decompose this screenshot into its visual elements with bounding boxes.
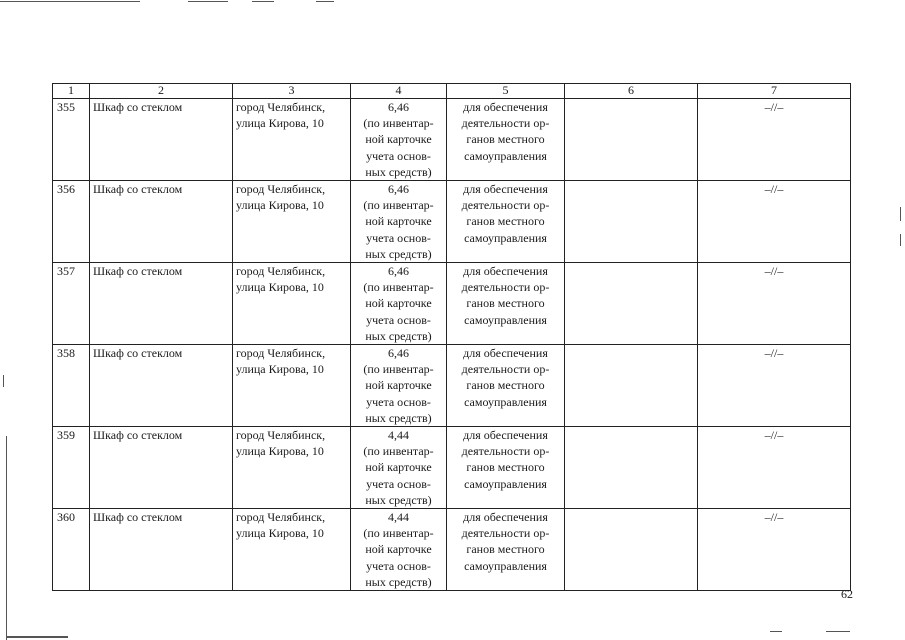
scan-artifact-top-mid3 xyxy=(316,1,334,2)
empty-cell-6 xyxy=(565,427,698,509)
purpose-cell-line: самоуправления xyxy=(464,230,547,245)
address-cell-line: улица Кирова, 10 xyxy=(236,526,324,541)
value-cell-line: ных средств) xyxy=(365,328,432,343)
purpose-cell-line: ганов местного xyxy=(466,542,545,557)
value-cell-line: учета основ- xyxy=(366,476,431,491)
address-cell xyxy=(233,427,351,509)
table-row xyxy=(53,181,851,263)
address-cell-line: город Челябинск, xyxy=(236,346,326,361)
value-cell-line: 6,46 xyxy=(388,182,409,197)
page-number: 62 xyxy=(841,587,853,601)
scan-artifact-left-edge-small xyxy=(3,375,4,387)
ditto-cell: –//– xyxy=(698,181,851,263)
purpose-cell-line: самоуправления xyxy=(464,312,547,327)
value-cell-line: учета основ- xyxy=(366,312,431,327)
table-row xyxy=(53,427,851,509)
header-col-1: 1 xyxy=(53,84,90,99)
purpose-cell-line: для обеспечения xyxy=(463,510,548,525)
address-cell-line: город Челябинск, xyxy=(236,510,326,525)
address-cell xyxy=(233,345,351,427)
purpose-cell-line: ганов местного xyxy=(466,460,545,475)
value-cell-line: ных средств) xyxy=(365,574,432,589)
purpose-cell xyxy=(447,181,565,263)
value-cell-line: 6,46 xyxy=(388,264,409,279)
row-number-cell: 357 xyxy=(53,263,90,345)
value-cell-line: 6,46 xyxy=(388,346,409,361)
value-cell-line: (по инвентар- xyxy=(363,362,434,377)
value-cell-line: (по инвентар- xyxy=(363,526,434,541)
scan-artifact-top-left xyxy=(0,1,140,2)
purpose-cell-line: для обеспечения xyxy=(463,264,548,279)
inventory-table xyxy=(52,83,851,591)
table-row xyxy=(53,345,851,427)
purpose-cell-line: самоуправления xyxy=(464,558,547,573)
purpose-cell xyxy=(447,509,565,591)
header-col-3: 3 xyxy=(233,84,351,99)
row-number-cell: 359 xyxy=(53,427,90,509)
purpose-cell xyxy=(447,345,565,427)
value-cell-line: ной карточке xyxy=(365,214,432,229)
header-col-5: 5 xyxy=(447,84,565,99)
value-cell-line: ной карточке xyxy=(365,460,432,475)
purpose-cell-line: для обеспечения xyxy=(463,182,548,197)
purpose-cell-line: самоуправления xyxy=(464,148,547,163)
address-cell-line: улица Кирова, 10 xyxy=(236,198,324,213)
purpose-cell-line: ганов местного xyxy=(466,132,545,147)
address-cell xyxy=(233,509,351,591)
header-col-4: 4 xyxy=(351,84,447,99)
purpose-cell xyxy=(447,99,565,181)
value-cell-line: (по инвентар- xyxy=(363,280,434,295)
value-cell-line: ной карточке xyxy=(365,378,432,393)
header-col-6: 6 xyxy=(565,84,698,99)
address-cell-line: улица Кирова, 10 xyxy=(236,116,324,131)
empty-cell-6 xyxy=(565,509,698,591)
purpose-cell-line: ганов местного xyxy=(466,296,545,311)
row-number-cell: 360 xyxy=(53,509,90,591)
table-row xyxy=(53,99,851,181)
ditto-cell: –//– xyxy=(698,427,851,509)
value-cell-line: ных средств) xyxy=(365,164,432,179)
value-cell xyxy=(351,509,447,591)
purpose-cell-line: деятельности ор- xyxy=(461,362,550,377)
header-col-2: 2 xyxy=(90,84,233,99)
value-cell-line: учета основ- xyxy=(366,394,431,409)
value-cell-line: (по инвентар- xyxy=(363,444,434,459)
table-header-row xyxy=(53,84,851,99)
address-cell-line: город Челябинск, xyxy=(236,428,326,443)
scan-artifact-left-edge xyxy=(6,436,7,640)
purpose-cell-line: для обеспечения xyxy=(463,100,548,114)
value-cell-line: 6,46 xyxy=(388,100,409,114)
purpose-cell-line: деятельности ор- xyxy=(461,116,550,131)
row-number-cell: 358 xyxy=(53,345,90,427)
scan-artifact-top-mid2 xyxy=(252,1,274,2)
purpose-cell-line: самоуправления xyxy=(464,394,547,409)
value-cell xyxy=(351,345,447,427)
purpose-cell-line: самоуправления xyxy=(464,476,547,491)
purpose-cell xyxy=(447,427,565,509)
value-cell xyxy=(351,263,447,345)
address-cell-line: город Челябинск, xyxy=(236,264,326,279)
purpose-cell-line: для обеспечения xyxy=(463,346,548,361)
empty-cell-6 xyxy=(565,99,698,181)
value-cell xyxy=(351,427,447,509)
purpose-cell-line: деятельности ор- xyxy=(461,526,550,541)
ditto-cell: –//– xyxy=(698,99,851,181)
address-cell xyxy=(233,263,351,345)
value-cell-line: ной карточке xyxy=(365,132,432,147)
address-cell-line: улица Кирова, 10 xyxy=(236,362,324,377)
scan-artifact-top-mid xyxy=(188,1,228,2)
empty-cell-6 xyxy=(565,181,698,263)
value-cell-line: (по инвентар- xyxy=(363,198,434,213)
scan-artifact-bottom-right xyxy=(770,631,782,632)
table-row xyxy=(53,263,851,345)
value-cell-line: учета основ- xyxy=(366,148,431,163)
scan-artifact-bottom-left xyxy=(6,636,68,638)
value-cell-line: ной карточке xyxy=(365,296,432,311)
value-cell xyxy=(351,99,447,181)
address-cell-line: город Челябинск, xyxy=(236,182,326,197)
item-name-cell: Шкаф со стеклом xyxy=(90,427,233,509)
address-cell xyxy=(233,99,351,181)
value-cell-line: (по инвентар- xyxy=(363,116,434,131)
empty-cell-6 xyxy=(565,345,698,427)
item-name-cell: Шкаф со стеклом xyxy=(90,99,233,181)
item-name-cell: Шкаф со стеклом xyxy=(90,181,233,263)
value-cell-line: ных средств) xyxy=(365,246,432,261)
address-cell-line: улица Кирова, 10 xyxy=(236,444,324,459)
scan-artifact-right-edge2 xyxy=(900,234,901,246)
purpose-cell-line: ганов местного xyxy=(466,378,545,393)
row-number-cell: 356 xyxy=(53,181,90,263)
ditto-cell: –//– xyxy=(698,345,851,427)
row-number-cell: 355 xyxy=(53,99,90,181)
value-cell-line: 4,44 xyxy=(388,428,409,443)
ditto-cell: –//– xyxy=(698,263,851,345)
purpose-cell-line: ганов местного xyxy=(466,214,545,229)
scan-artifact-bottom-right2 xyxy=(826,631,850,632)
value-cell-line: учета основ- xyxy=(366,558,431,573)
value-cell xyxy=(351,181,447,263)
empty-cell-6 xyxy=(565,263,698,345)
purpose-cell-line: для обеспечения xyxy=(463,428,548,443)
value-cell-line: ных средств) xyxy=(365,492,432,507)
value-cell-line: учета основ- xyxy=(366,230,431,245)
purpose-cell-line: деятельности ор- xyxy=(461,280,550,295)
value-cell-line: 4,44 xyxy=(388,510,409,525)
purpose-cell-line: деятельности ор- xyxy=(461,444,550,459)
header-col-7: 7 xyxy=(698,84,851,99)
purpose-cell xyxy=(447,263,565,345)
purpose-cell-line: деятельности ор- xyxy=(461,198,550,213)
item-name-cell: Шкаф со стеклом xyxy=(90,263,233,345)
item-name-cell: Шкаф со стеклом xyxy=(90,345,233,427)
value-cell-line: ных средств) xyxy=(365,410,432,425)
address-cell xyxy=(233,181,351,263)
address-cell-line: улица Кирова, 10 xyxy=(236,280,324,295)
scan-artifact-right-edge xyxy=(900,207,901,221)
address-cell-line: город Челябинск, xyxy=(236,100,326,114)
table-row xyxy=(53,509,851,591)
item-name-cell: Шкаф со стеклом xyxy=(90,509,233,591)
ditto-cell: –//– xyxy=(698,509,851,591)
value-cell-line: ной карточке xyxy=(365,542,432,557)
